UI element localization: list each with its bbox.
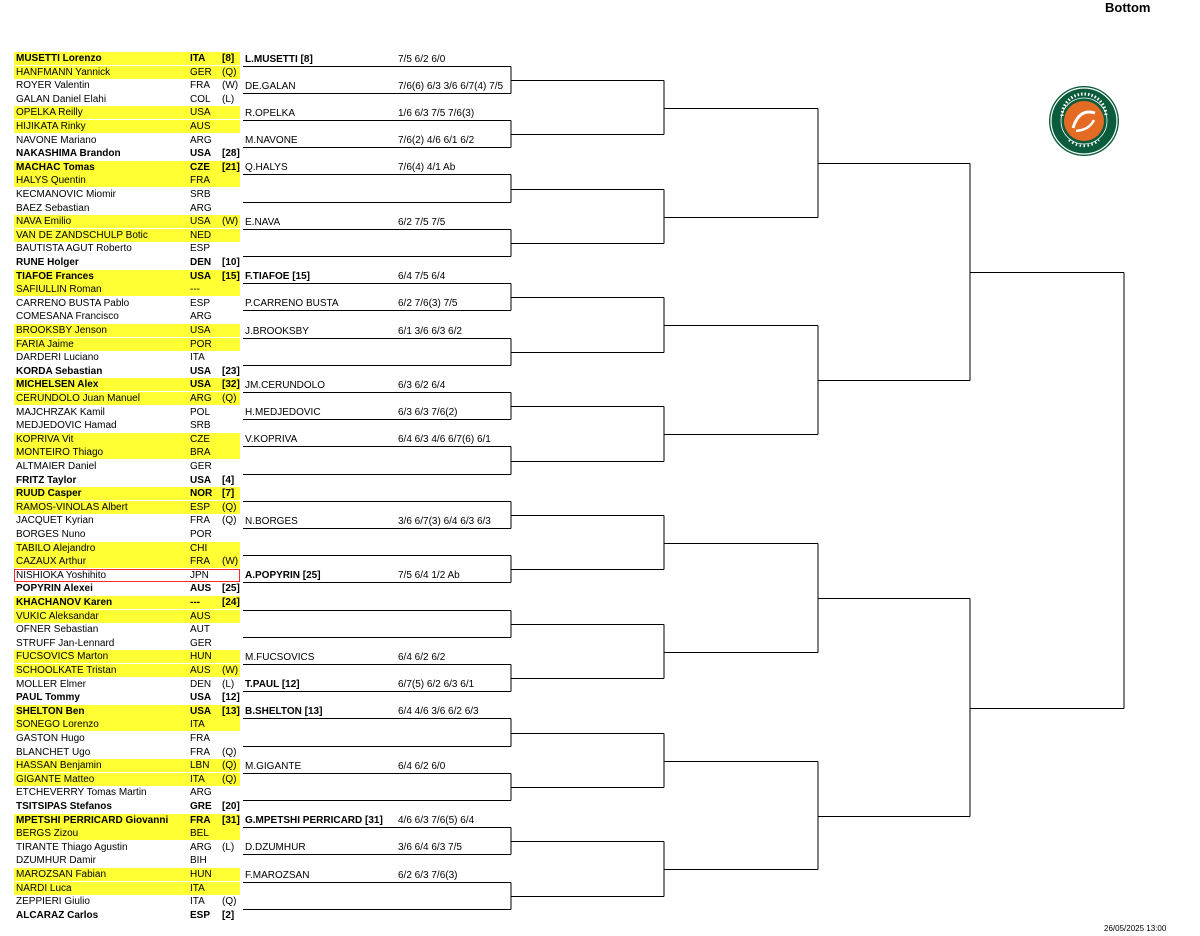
player-seed: (Q) bbox=[222, 515, 237, 527]
player-seed: (L) bbox=[222, 93, 235, 105]
player-name: RUUD Casper bbox=[16, 488, 82, 500]
player-seed: (W) bbox=[222, 665, 239, 676]
player-name: NAKASHIMA Brandon bbox=[16, 148, 121, 160]
section-label: Bottom bbox=[1105, 0, 1151, 15]
player-name: HASSAN Benjamin bbox=[16, 760, 102, 772]
player-name: MAROZSAN Fabian bbox=[16, 869, 107, 880]
round2-winner: M.NAVONE bbox=[245, 135, 298, 147]
player-country: BEL bbox=[190, 828, 209, 840]
player-seed: (Q) bbox=[222, 760, 237, 772]
player-seed: [31] bbox=[222, 814, 240, 826]
player-name: MPETSHI PERRICARD Giovanni bbox=[16, 814, 169, 826]
round2-winner: B.SHELTON [13] bbox=[245, 706, 323, 718]
player-country: NED bbox=[190, 229, 212, 241]
player-country: USA bbox=[190, 379, 212, 391]
player-name: ALCARAZ Carlos bbox=[16, 909, 99, 921]
round2-score: 7/5 6/2 6/0 bbox=[398, 53, 446, 65]
player-country: FRA bbox=[190, 556, 210, 568]
player-name: BERGS Zizou bbox=[16, 828, 79, 840]
player-country: BRA bbox=[190, 447, 211, 459]
round2-score: 6/7(5) 6/2 6/3 6/1 bbox=[398, 679, 475, 691]
player-seed: (L) bbox=[222, 841, 235, 853]
player-country: CZE bbox=[190, 161, 210, 173]
player-country: ITA bbox=[190, 882, 205, 894]
round2-score: 6/3 6/2 6/4 bbox=[398, 380, 446, 391]
player-country: GER bbox=[190, 461, 212, 472]
player-name: SHELTON Ben bbox=[16, 705, 85, 717]
player-name: TABILO Alejandro bbox=[16, 542, 96, 554]
player-name: VUKIC Aleksandar bbox=[16, 610, 99, 622]
round2-winner: M.GIGANTE bbox=[245, 760, 302, 772]
player-seed: (Q) bbox=[222, 773, 237, 785]
player-seed: [23] bbox=[222, 365, 240, 377]
round2-winner: DE.GALAN bbox=[245, 80, 296, 92]
player-name: ZEPPIERI Giulio bbox=[16, 896, 90, 908]
player-name: MEDJEDOVIC Hamad bbox=[16, 420, 117, 432]
round2-score: 7/6(2) 4/6 6/1 6/2 bbox=[398, 135, 475, 147]
player-seed: [2] bbox=[222, 909, 235, 921]
player-country: GER bbox=[190, 637, 212, 649]
player-seed: (Q) bbox=[222, 501, 237, 513]
player-country: FRA bbox=[190, 746, 210, 758]
player-name: NAVA Emilio bbox=[16, 216, 72, 228]
player-seed: [4] bbox=[222, 474, 235, 486]
round2-score: 6/2 6/3 7/6(3) bbox=[398, 869, 458, 881]
player-seed: (W) bbox=[222, 80, 239, 92]
player-country: COL bbox=[190, 93, 211, 105]
player-name: NARDI Luca bbox=[16, 882, 72, 894]
round2-score: 3/6 6/7(3) 6/4 6/3 6/3 bbox=[398, 516, 491, 527]
player-name: OFNER Sebastian bbox=[16, 624, 99, 636]
player-country: AUS bbox=[190, 610, 211, 622]
round2-score: 7/6(4) 4/1 Ab bbox=[398, 162, 456, 174]
player-name: BORGES Nuno bbox=[16, 529, 86, 540]
player-seed: [32] bbox=[222, 379, 240, 391]
round2-winner: R.OPELKA bbox=[245, 108, 296, 119]
round2-winner: P.CARRENO BUSTA bbox=[245, 298, 339, 310]
player-name: BLANCHET Ugo bbox=[16, 746, 91, 758]
player-country: ESP bbox=[190, 909, 211, 921]
player-seed: (Q) bbox=[222, 746, 237, 758]
player-country: BIH bbox=[190, 855, 207, 867]
player-name: SONEGO Lorenzo bbox=[16, 719, 99, 731]
player-seed: [7] bbox=[222, 488, 235, 500]
round2-winner: F.MAROZSAN bbox=[245, 869, 310, 881]
player-country: USA bbox=[190, 107, 211, 119]
round2-winner: V.KOPRIVA bbox=[245, 434, 298, 446]
round2-score: 6/4 6/2 6/2 bbox=[398, 652, 446, 663]
player-country: CZE bbox=[190, 433, 210, 445]
player-name: CARRENO BUSTA Pablo bbox=[16, 297, 130, 309]
player-country: ESP bbox=[190, 243, 211, 255]
player-name: NAVONE Mariano bbox=[16, 134, 97, 146]
player-name: FUCSOVICS Marton bbox=[16, 651, 109, 663]
player-seed: [20] bbox=[222, 801, 240, 812]
round2-winner: D.DZUMHUR bbox=[245, 842, 306, 854]
player-country: ITA bbox=[190, 719, 205, 731]
player-country: AUT bbox=[190, 624, 210, 636]
player-seed: [15] bbox=[222, 270, 240, 282]
round2-score: 3/6 6/4 6/3 7/5 bbox=[398, 842, 462, 854]
player-country: USA bbox=[190, 365, 212, 377]
player-country: AUS bbox=[190, 665, 211, 676]
player-seed: [24] bbox=[222, 597, 240, 608]
round2-score: 7/5 6/4 1/2 Ab bbox=[398, 570, 460, 582]
player-country: POR bbox=[190, 529, 212, 540]
player-name: BROOKSBY Jenson bbox=[16, 325, 107, 336]
player-name: MICHELSEN Alex bbox=[16, 379, 99, 391]
player-seed: (L) bbox=[222, 678, 235, 690]
round2-score: 1/6 6/3 7/5 7/6(3) bbox=[398, 108, 475, 119]
round2-winner: T.PAUL [12] bbox=[245, 679, 300, 691]
player-name: POPYRIN Alexei bbox=[16, 583, 93, 595]
player-country: AUS bbox=[190, 583, 212, 595]
player-country: LBN bbox=[190, 760, 210, 772]
player-name: SCHOOLKATE Tristan bbox=[16, 665, 117, 676]
player-name: NISHIOKA Yoshihito bbox=[16, 569, 107, 581]
player-country: USA bbox=[190, 692, 212, 704]
player-name: DARDERI Luciano bbox=[16, 352, 99, 364]
player-name: TIAFOE Frances bbox=[16, 270, 94, 282]
round2-winner: G.MPETSHI PERRICARD [31] bbox=[245, 815, 383, 827]
player-name: ALTMAIER Daniel bbox=[16, 461, 97, 472]
player-seed: [28] bbox=[222, 148, 240, 160]
player-name: CAZAUX Arthur bbox=[16, 556, 87, 568]
player-name: MONTEIRO Thiago bbox=[16, 447, 104, 459]
player-country: GER bbox=[190, 66, 212, 78]
player-name: SAFIULLIN Roman bbox=[16, 284, 102, 296]
player-country: --- bbox=[190, 597, 200, 608]
player-name: CERUNDOLO Juan Manuel bbox=[16, 393, 140, 404]
player-country: DEN bbox=[190, 678, 212, 690]
player-seed: (Q) bbox=[222, 393, 237, 404]
player-name: HALYS Quentin bbox=[16, 175, 86, 187]
player-name: HANFMANN Yannick bbox=[16, 66, 111, 78]
player-name: BAEZ Sebastian bbox=[16, 202, 90, 214]
round2-winner: JM.CERUNDOLO bbox=[245, 380, 326, 391]
player-name: GALAN Daniel Elahi bbox=[16, 93, 107, 105]
print-timestamp: 26/05/2025 13:00 bbox=[1104, 924, 1167, 933]
player-name: OPELKA Reilly bbox=[16, 107, 83, 119]
player-name: DZUMHUR Damir bbox=[16, 855, 96, 867]
player-name: RAMOS-VINOLAS Albert bbox=[16, 501, 128, 513]
round2-winner: F.TIAFOE [15] bbox=[245, 271, 311, 283]
player-name: KECMANOVIC Miomir bbox=[16, 189, 117, 200]
player-name: HIJIKATA Rinky bbox=[16, 121, 86, 132]
player-country: ARG bbox=[190, 841, 212, 853]
player-name: TSITSIPAS Stefanos bbox=[16, 801, 112, 812]
player-country: POR bbox=[190, 338, 212, 350]
player-country: ESP bbox=[190, 297, 211, 309]
round2-score: 6/1 3/6 6/3 6/2 bbox=[398, 325, 462, 337]
player-country: ESP bbox=[190, 501, 211, 513]
player-country: USA bbox=[190, 148, 212, 160]
player-name: KORDA Sebastian bbox=[16, 365, 103, 377]
player-seed: [21] bbox=[222, 161, 240, 173]
player-name: KHACHANOV Karen bbox=[16, 597, 113, 608]
player-country: SRB bbox=[190, 420, 211, 432]
round2-winner: M.FUCSOVICS bbox=[245, 652, 315, 663]
player-country: FRA bbox=[190, 733, 210, 744]
player-country: --- bbox=[190, 284, 200, 296]
player-name: STRUFF Jan-Lennard bbox=[16, 637, 115, 649]
player-country: AUS bbox=[190, 121, 211, 132]
player-name: FARIA Jaime bbox=[16, 338, 74, 350]
player-name: JACQUET Kyrian bbox=[16, 515, 94, 527]
player-seed: [12] bbox=[222, 692, 240, 704]
player-name: RUNE Holger bbox=[16, 257, 79, 268]
player-name: COMESANA Francisco bbox=[16, 311, 119, 323]
player-country: ARG bbox=[190, 393, 212, 404]
player-country: FRA bbox=[190, 515, 210, 527]
player-name: VAN DE ZANDSCHULP Botic bbox=[16, 229, 148, 241]
round2-winner: H.MEDJEDOVIC bbox=[245, 407, 321, 419]
roland-garros-logo bbox=[1049, 86, 1119, 156]
player-country: USA bbox=[190, 325, 211, 336]
player-name: GASTON Hugo bbox=[16, 733, 85, 744]
player-country: FRA bbox=[190, 80, 210, 92]
round2-winner: J.BROOKSBY bbox=[245, 325, 309, 337]
round2-winner: A.POPYRIN [25] bbox=[245, 570, 321, 582]
player-country: GRE bbox=[190, 801, 212, 812]
round2-score: 6/2 7/5 7/5 bbox=[398, 216, 446, 228]
player-country: USA bbox=[190, 474, 212, 486]
player-country: ITA bbox=[190, 773, 205, 785]
round2-score: 6/4 6/3 4/6 6/7(6) 6/1 bbox=[398, 434, 491, 446]
player-country: USA bbox=[190, 705, 212, 717]
player-seed: [10] bbox=[222, 257, 240, 268]
round2-score: 6/2 7/6(3) 7/5 bbox=[398, 298, 458, 310]
player-country: DEN bbox=[190, 257, 212, 268]
player-country: ARG bbox=[190, 202, 212, 214]
player-seed: [13] bbox=[222, 705, 240, 717]
player-country: USA bbox=[190, 270, 212, 282]
round2-score: 6/4 7/5 6/4 bbox=[398, 271, 446, 283]
player-name: BAUTISTA AGUT Roberto bbox=[16, 243, 132, 255]
player-country: ITA bbox=[190, 53, 206, 64]
player-name: ETCHEVERRY Tomas Martin bbox=[16, 787, 147, 799]
player-country: ARG bbox=[190, 787, 212, 799]
player-country: NOR bbox=[190, 488, 213, 500]
player-seed: (W) bbox=[222, 556, 239, 568]
player-country: HUN bbox=[190, 651, 212, 663]
player-country: FRA bbox=[190, 814, 211, 826]
player-country: ARG bbox=[190, 311, 212, 323]
round2-score: 7/6(6) 6/3 3/6 6/7(4) 7/5 bbox=[398, 80, 504, 92]
player-seed: (Q) bbox=[222, 66, 237, 78]
player-seed: [8] bbox=[222, 53, 235, 64]
player-name: MAJCHRZAK Kamil bbox=[16, 406, 105, 418]
round2-winner: E.NAVA bbox=[245, 216, 281, 228]
roland-garros-emblem-icon bbox=[1049, 86, 1119, 156]
player-country: ITA bbox=[190, 352, 205, 364]
round2-score: 6/3 6/3 7/6(2) bbox=[398, 407, 458, 419]
player-seed: (W) bbox=[222, 216, 239, 228]
round2-score: 6/4 6/2 6/0 bbox=[398, 760, 446, 772]
round2-winner: N.BORGES bbox=[245, 516, 298, 527]
round2-winner: L.MUSETTI [8] bbox=[245, 53, 313, 65]
round2-score: 4/6 6/3 7/6(5) 6/4 bbox=[398, 815, 475, 827]
player-country: CHI bbox=[190, 542, 208, 554]
player-name: MACHAC Tomas bbox=[16, 161, 95, 173]
player-seed: [25] bbox=[222, 583, 240, 595]
player-country: JPN bbox=[190, 569, 209, 581]
round2-winner: Q.HALYS bbox=[245, 162, 288, 174]
player-country: SRB bbox=[190, 189, 211, 200]
player-name: GIGANTE Matteo bbox=[16, 773, 95, 785]
player-name: MUSETTI Lorenzo bbox=[16, 53, 102, 64]
player-country: USA bbox=[190, 216, 211, 228]
player-name: ROYER Valentin bbox=[16, 80, 90, 92]
player-name: KOPRIVA Vit bbox=[16, 433, 74, 445]
player-country: POL bbox=[190, 406, 211, 418]
player-name: FRITZ Taylor bbox=[16, 474, 77, 486]
player-name: TIRANTE Thiago Agustin bbox=[16, 841, 128, 853]
player-name: PAUL Tommy bbox=[16, 692, 80, 704]
player-country: ARG bbox=[190, 134, 212, 146]
player-country: HUN bbox=[190, 869, 212, 880]
round2-score: 6/4 4/6 3/6 6/2 6/3 bbox=[398, 706, 479, 718]
player-country: ITA bbox=[190, 896, 205, 908]
player-seed: (Q) bbox=[222, 896, 237, 908]
player-name: MOLLER Elmer bbox=[16, 678, 87, 690]
player-country: FRA bbox=[190, 175, 210, 187]
